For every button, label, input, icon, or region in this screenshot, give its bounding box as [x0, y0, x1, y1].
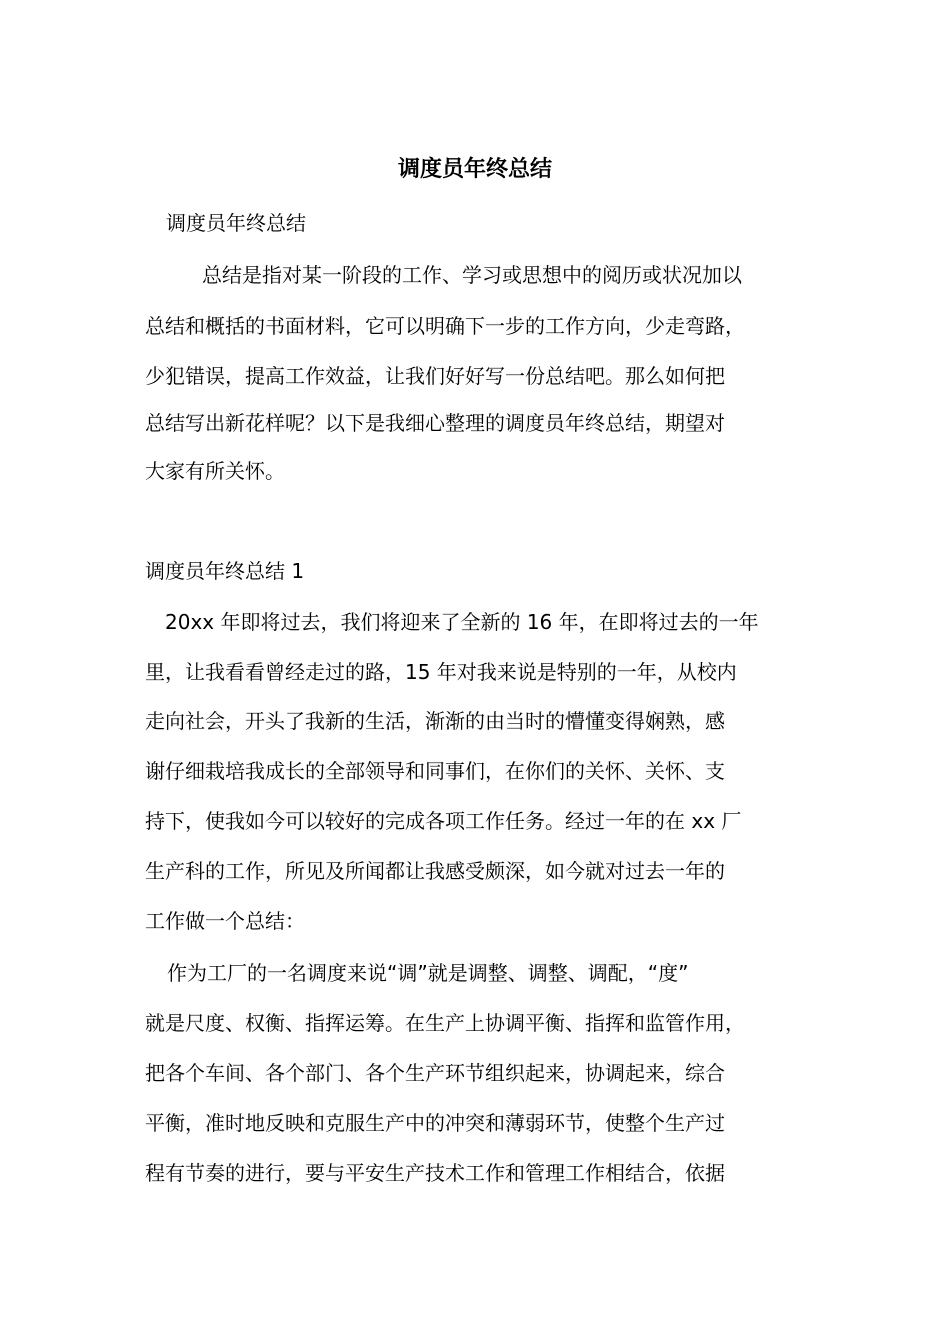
section-heading: 调度员年终总结 1: [145, 559, 305, 583]
paragraph-line: 谢仔细栽培我成长的全部领导和同事们，在你们的关怀、关怀、支: [145, 759, 725, 783]
intro-line: 总结是指对某一阶段的工作、学习或思想中的阅历或状况加以: [202, 263, 742, 287]
paragraph-line: 平衡，准时地反映和克服生产中的冲突和薄弱环节，使整个生产过: [145, 1111, 725, 1135]
intro-line: 总结写出新花样呢？以下是我细心整理的调度员年终总结，期望对: [145, 411, 725, 435]
paragraph-line: 作为工厂的一名调度来说“调”就是调整、调整、调配，“度”: [167, 961, 689, 985]
paragraph-line: 把各个车间、各个部门、各个生产环节组织起来，协调起来，综合: [145, 1061, 725, 1085]
intro-line: 总结和概括的书面材料，它可以明确下一步的工作方向，少走弯路，: [145, 314, 745, 338]
paragraph-line: 程有节奏的进行，要与平安生产技术工作和管理工作相结合，依据: [145, 1161, 725, 1185]
paragraph-line: 持下，使我如今可以较好的完成各项工作任务。经过一年的在 xx 厂: [145, 809, 742, 833]
paragraph-line: 走向社会，开头了我新的生活，渐渐的由当时的懵懂变得娴熟，感: [145, 709, 725, 733]
document-title: 调度员年终总结: [397, 157, 552, 182]
paragraph-line: 就是尺度、权衡、指挥运筹。在生产上协调平衡、指挥和监管作用，: [145, 1011, 745, 1035]
document-subtitle: 调度员年终总结: [166, 211, 306, 235]
paragraph-line: 生产科的工作，所见及所闻都让我感受颇深，如今就对过去一年的: [145, 859, 725, 883]
paragraph-line: 工作做一个总结：: [145, 909, 305, 933]
paragraph-line: 里，让我看看曾经走过的路，15 年对我来说是特别的一年，从校内: [145, 660, 737, 684]
intro-line: 大家有所关怀。: [145, 459, 285, 483]
intro-line: 少犯错误，提高工作效益，让我们好好写一份总结吧。那么如何把: [145, 364, 725, 388]
paragraph-line: 20xx 年即将过去，我们将迎来了全新的 16 年，在即将过去的一年: [165, 610, 759, 634]
